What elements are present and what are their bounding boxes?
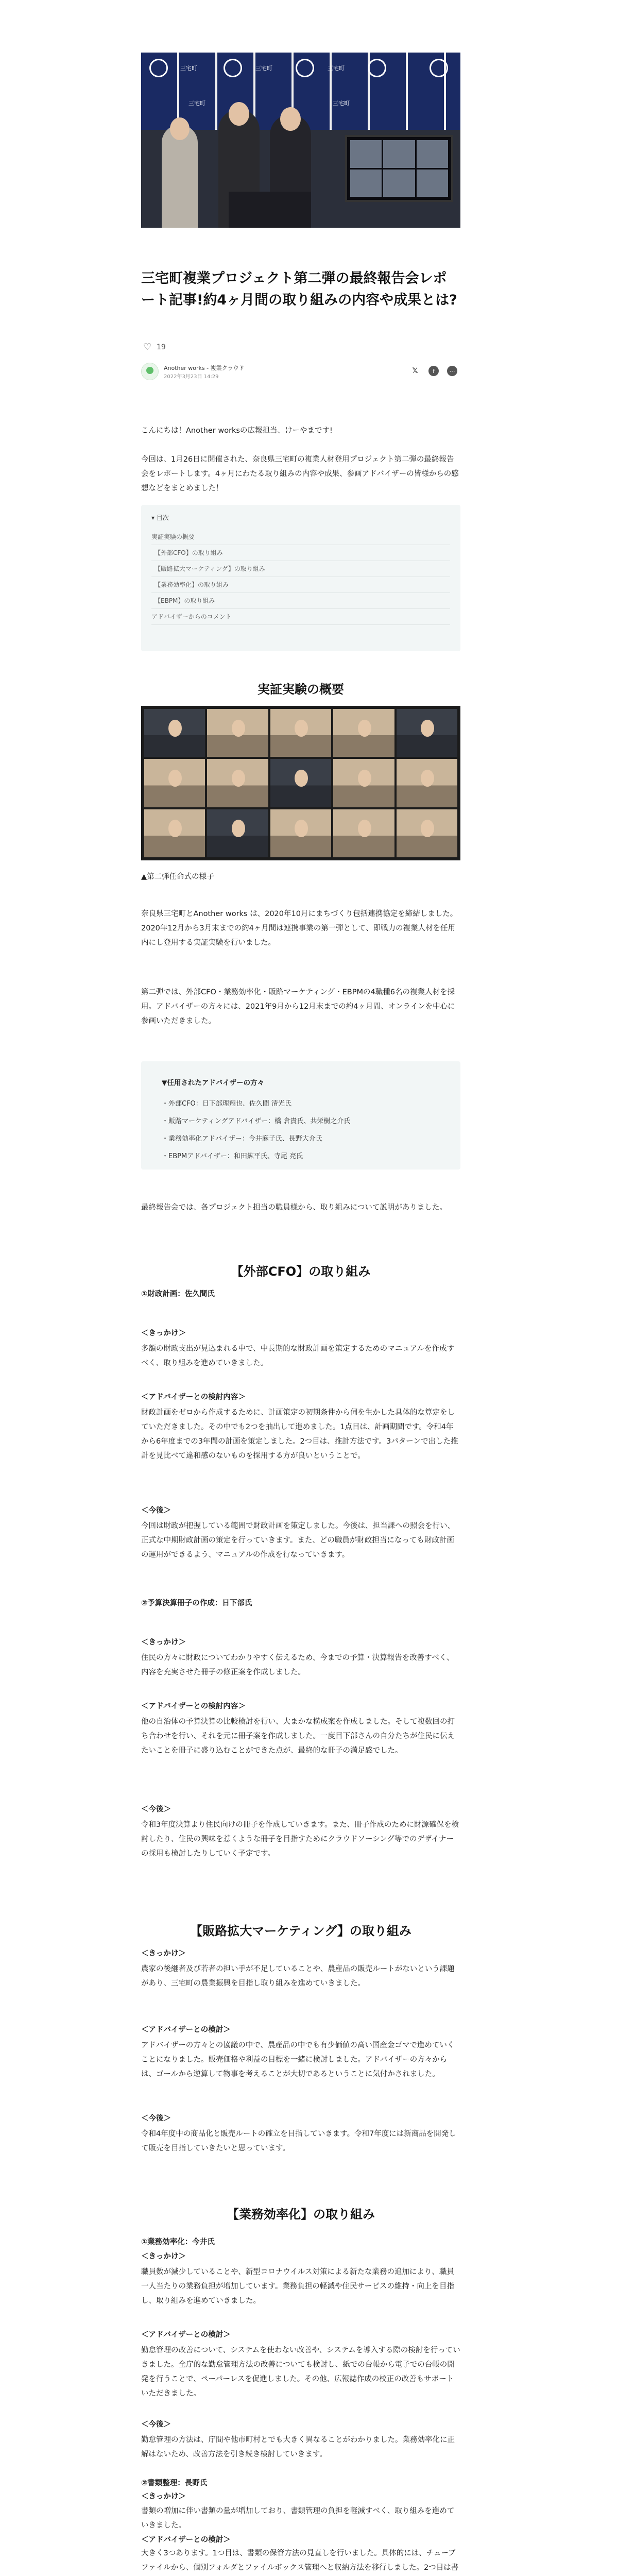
toc-item[interactable]: 【業務効率化】の取り組み	[151, 577, 450, 593]
list-item: ・業務効率化アドバイザー：今井麻子氏、長野大介氏	[162, 1135, 322, 1143]
hero-photo	[141, 53, 460, 228]
like-count: 19	[157, 343, 166, 351]
toc-item[interactable]: 【EBPM】の取り組み	[151, 593, 450, 609]
body-paragraph: 住民の方々に財政についてわかりやすく伝えるため、今までの予算・決算報告を改善すべく、内容を充実させた冊子の修正案を作成しました。	[141, 1654, 454, 1676]
section-heading: 実証実験の概要	[258, 682, 344, 697]
section-heading: 【外部CFO】の取り組み	[231, 1264, 371, 1279]
subsection-heading: ①業務効率化：今井氏	[141, 2238, 215, 2246]
photo-caption: ▲第二弾任命式の様子	[141, 873, 214, 881]
intro-paragraph: 今回は、1月26日に開催された、奈良県三宅町の複業人材登用プロジェクト第二弾の最終報告会をレポートします。4ヶ月にわたる取り組みの内容や成果、参画アドバイザーの皆様からの感想などをまとめました！	[141, 455, 459, 493]
body-paragraph: 今回は財政が把握している範囲で財政計画を策定しました。今後は、担当課への照会を行い、正式な中期財政計画の策定を行っていきます。また、どの職員が財政担当になっても財政計画の運用ができるよう、マニュアルの作成を行なっていきます。	[141, 1522, 455, 1559]
body-paragraph: 勤怠管理の方法は、庁間や他市町村とでも大きく異なることがわかりました。業務効率化に正解はないため、改善方法を引き続き検討していきます。	[141, 2436, 455, 2459]
list-item: ・販路マーケティングアドバイザー：橋 倉貴氏、共栄樹之介氏	[162, 1117, 351, 1125]
section-heading: 【販路拡大マーケティング】の取り組み	[190, 1924, 411, 1938]
x-share-icon[interactable]: 𝕏	[412, 367, 418, 375]
subsection-heading: ②予算決算冊子の作成：日下部氏	[141, 1599, 252, 1607]
label-heading: ＜今後＞	[141, 1805, 171, 1814]
body-paragraph: 令和3年度決算より住民向けの冊子を作成していきます。また、冊子作成のために財源確保を検討したり、住民の興味を惹くような冊子を目指すためにクラウドソーシング等でのデザイナーの採用も検討したりしていく予定です。	[141, 1821, 459, 1858]
label-heading: ＜きっかけ＞	[141, 1638, 186, 1647]
body-paragraph: 大きく3つあります。1つ目は、書類の保管方法の見直しを行いました。具体的には、チューブファイルから、個別フォルダとファイルボックス管理へと収納方法を移行しました。2つ目は書	[141, 2549, 459, 2572]
podium	[229, 192, 311, 228]
person-head	[280, 107, 301, 131]
banner-text: 三宅町	[328, 65, 345, 72]
banner-text: 三宅町	[188, 100, 205, 107]
body-paragraph: 勤怠管理の改善について、システムを使わない改善や、システムを導入する際の検討を行っていきました。全庁的な勤怠管理方法の改善についても検討し、紙での台帳から電子での台帳の開発を行うことで、ペーパーレスを促進しました。その他、広報誌作成の校正の改善もサポートいただきました。	[141, 2346, 460, 2398]
label-heading: ＜きっかけ＞	[141, 1950, 186, 1958]
person-head	[170, 117, 190, 140]
subsection-heading: ②書類整理：長野氏	[141, 2479, 208, 2487]
label-heading: ＜きっかけ＞	[141, 1329, 186, 1337]
body-paragraph: 書類の増加に伴い書類の量が増加しており、書類管理の負担を軽減すべく、取り組みを進めていきました。	[141, 2507, 455, 2530]
town-seal-icon	[224, 59, 242, 77]
label-heading: ＜アドバイザーとの検討内容＞	[141, 1393, 246, 1401]
table-of-contents	[141, 505, 460, 651]
author-row	[141, 363, 460, 383]
town-seal-icon	[430, 59, 448, 77]
body-paragraph: 令和4年度中の商品化と販売ルートの確立を目指していきます。令和7年度には新商品を開発して販売を目指していきたいと思っています。	[141, 2130, 456, 2153]
article-title: 三宅町複業プロジェクト第二弾の最終報告会レポート記事!約4ヶ月間の取り組みの内容や成果とは?	[141, 270, 457, 308]
toc-item[interactable]: 【外部CFO】の取り組み	[151, 545, 450, 561]
body-paragraph: 職員数が減少していることや、新型コロナウイルス対策による新たな業務の追加により、職員一人当たりの業務負担が増加しています。業務負担の軽減や住民サービスの維持・向上を目指し、取り組みを進めていきました。	[141, 2268, 454, 2305]
list-item: ・EBPMアドバイザー：和田紘平氏、寺尾 亮氏	[162, 1153, 303, 1160]
toc-header[interactable]: ▾ 目次	[151, 514, 169, 521]
facebook-share-icon[interactable]: f	[428, 366, 439, 376]
label-heading: ＜今後＞	[141, 2420, 171, 2429]
advisor-list-heading: ▼任用されたアドバイザーの方々	[162, 1079, 265, 1087]
author-name[interactable]: Another works - 複業クラウド	[164, 365, 245, 371]
section-heading: 【業務効率化】の取り組み	[227, 2207, 375, 2222]
body-paragraph: 多額の財政支出が見込まれる中で、中長期的な財政計画を策定するためのマニュアルを作成すべく、取り組みを進めていきました。	[141, 1345, 455, 1367]
heart-icon[interactable]	[143, 343, 151, 351]
post-date: 2022年3月23日 14:29	[164, 374, 219, 380]
subsection-heading: ①財政計画：佐久間氏	[141, 1290, 215, 1298]
label-heading: ＜今後＞	[141, 1506, 171, 1515]
body-paragraph: 農家の後継者及び若者の担い手が不足していることや、農産品の販売ルートがないという課題があり、三宅町の農業振興を目指し取り組みを進めていきました。	[141, 1965, 455, 1988]
label-heading: ＜きっかけ＞	[141, 2493, 186, 2501]
online-meeting-photo	[141, 706, 460, 860]
person-head	[229, 102, 249, 126]
share-buttons	[410, 366, 457, 376]
video-monitor	[345, 135, 453, 202]
banner-text: 三宅町	[255, 65, 272, 72]
avatar[interactable]	[141, 363, 159, 380]
town-seal-icon	[149, 59, 168, 77]
more-share-icon[interactable]: ⋯	[447, 366, 457, 376]
label-heading: ＜アドバイザーとの検討＞	[141, 2026, 231, 2034]
toc-item[interactable]: アドバイザーからのコメント	[151, 609, 450, 625]
advisor-list-box	[141, 1061, 460, 1170]
body-paragraph: 最終報告会では、各プロジェクト担当の職員様から、取り組みについて説明がありました。	[141, 1204, 447, 1212]
banner-text: 三宅町	[180, 65, 197, 72]
label-heading: ＜アドバイザーとの検討内容＞	[141, 1702, 246, 1710]
like-area[interactable]	[143, 343, 166, 351]
toc-item[interactable]: 【販路拡大マーケティング】の取り組み	[151, 561, 450, 577]
label-heading: ＜きっかけ＞	[141, 2252, 186, 2261]
intro-greeting: こんにちは！Another worksの広報担当、けーやまです!	[141, 427, 333, 435]
label-heading: ＜アドバイザーとの検討＞	[141, 2331, 231, 2339]
body-paragraph: 第二弾では、外部CFO・業務効率化・販路マーケティング・EBPMの4職種6名の複業人材を採用。アドバイザーの方々には、2021年9月から12月末までの約4ヶ月間、オンラインを中心に参画いただきました。	[141, 988, 455, 1025]
town-seal-icon	[296, 59, 314, 77]
toc-item[interactable]: 実証実験の概要	[151, 529, 450, 545]
label-heading: ＜アドバイザーとの検討＞	[141, 2536, 231, 2544]
body-paragraph: 財政計画をゼロから作成するために、計画策定の初期条件から伺を生かした具体的な算定をしていただきました。その中でも2つを抽出して進めました。1点目は、計画期間です。令和4年から6年度までの3年間の計画を策定しました。2つ目は、推計方法です。3パターンで出した推計を見比べて違和感のないものを採用する方が良いということで。	[141, 1409, 458, 1460]
body-paragraph: アドバイザーの方々との協議の中で、農産品の中でも有少価値の高い国産金ゴマで進めていくことになりました。販売価格や利益の目標を一緒に検討しました。アドバイザーの方々からは、ゴールから逆算して物事を考えることが大切であるということに気付かされました。	[141, 2041, 455, 2078]
label-heading: ＜今後＞	[141, 2114, 171, 2123]
town-seal-icon	[368, 59, 386, 77]
list-item: ・外部CFO：日下部理翔也、佐久間 清光氏	[162, 1100, 291, 1108]
person-figure	[162, 125, 198, 228]
body-paragraph: 奈良県三宅町とAnother works は、2020年10月にまちづくり包括連携協定を締結しました。2020年12月から3月末までの約4ヶ月間は連携事業の第一弾として、即戦力の複業人材を任用内にし登用する実証実験を行いました。	[141, 910, 458, 947]
body-paragraph: 他の自治体の予算決算の比較検討を行い、大まかな構成案を作成しました。そして複数回の打ち合わせを行い、それを元に冊子案を作成しました。一度目下部さんの自分たちが住民に伝えたいことを冊子に盛り込むことができた点が、最終的な冊子の満足感でした。	[141, 1718, 455, 1755]
banner-text: 三宅町	[333, 100, 350, 107]
